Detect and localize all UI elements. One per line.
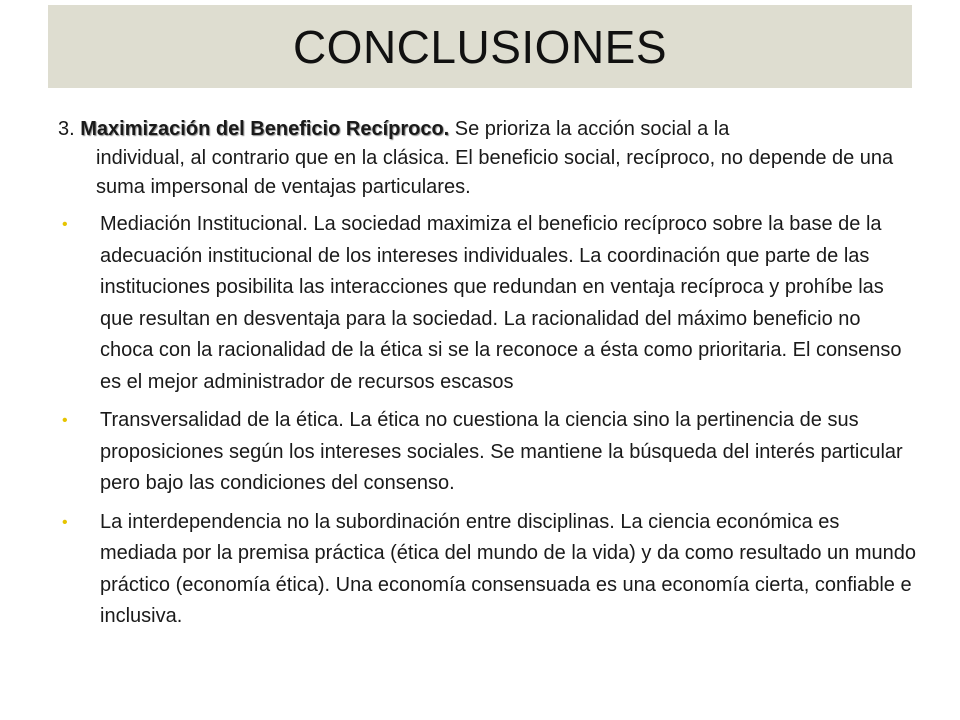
intro-paragraph [58,115,908,202]
bullet-icon: • [62,216,68,233]
conclusions-list [58,209,918,640]
page-title: CONCLUSIONES [292,20,668,73]
bullet-icon: • [62,412,68,429]
intro-heading: Maximización del Beneficio Recíproco. [80,118,450,140]
list-item [58,405,918,500]
list-item [58,209,918,398]
list-item-text: La interdependencia no la subordinación entre disciplinas. La ciencia económica es mediada por la premisa práctica (ética del mundo de la vida) y da como resultado un mundo práctico (economía ética). Una economía consensuada es una economía cierta, confiable e inclusiva. [100,510,916,627]
intro-number: 3. [58,118,75,140]
intro-text-first-line: Se prioriza la acción social a la [449,118,730,140]
list-item-text: Transversalidad de la ética. La ética no cuestiona la ciencia sino la pertinencia de sus proposiciones según los intereses sociales. Se mantiene la búsqueda del interés particular pero bajo las condiciones del consenso. [100,409,903,494]
intro-text-continuation: individual, al contrario que en la clásica. El beneficio social, recíproco, no depende de una suma impersonal de ventajas particulares. [96,147,894,198]
list-item [58,507,918,633]
bullet-icon: • [62,513,68,531]
list-item-text: Mediación Institucional. La sociedad maximiza el beneficio recíproco sobre la base de la adecuación institucional de los intereses individuales. La coordinación que parte de las instituciones posibilita las interacciones que redundan en ventaja recíproca y prohíbe las que resultan en desventaja para la sociedad. La racionalidad del máximo beneficio no choca con la racionalidad de la ética si se la reconoce a ésta como prioritaria. El consenso es el mejor administrador de recursos escasos [100,213,902,393]
title-banner [48,5,912,88]
